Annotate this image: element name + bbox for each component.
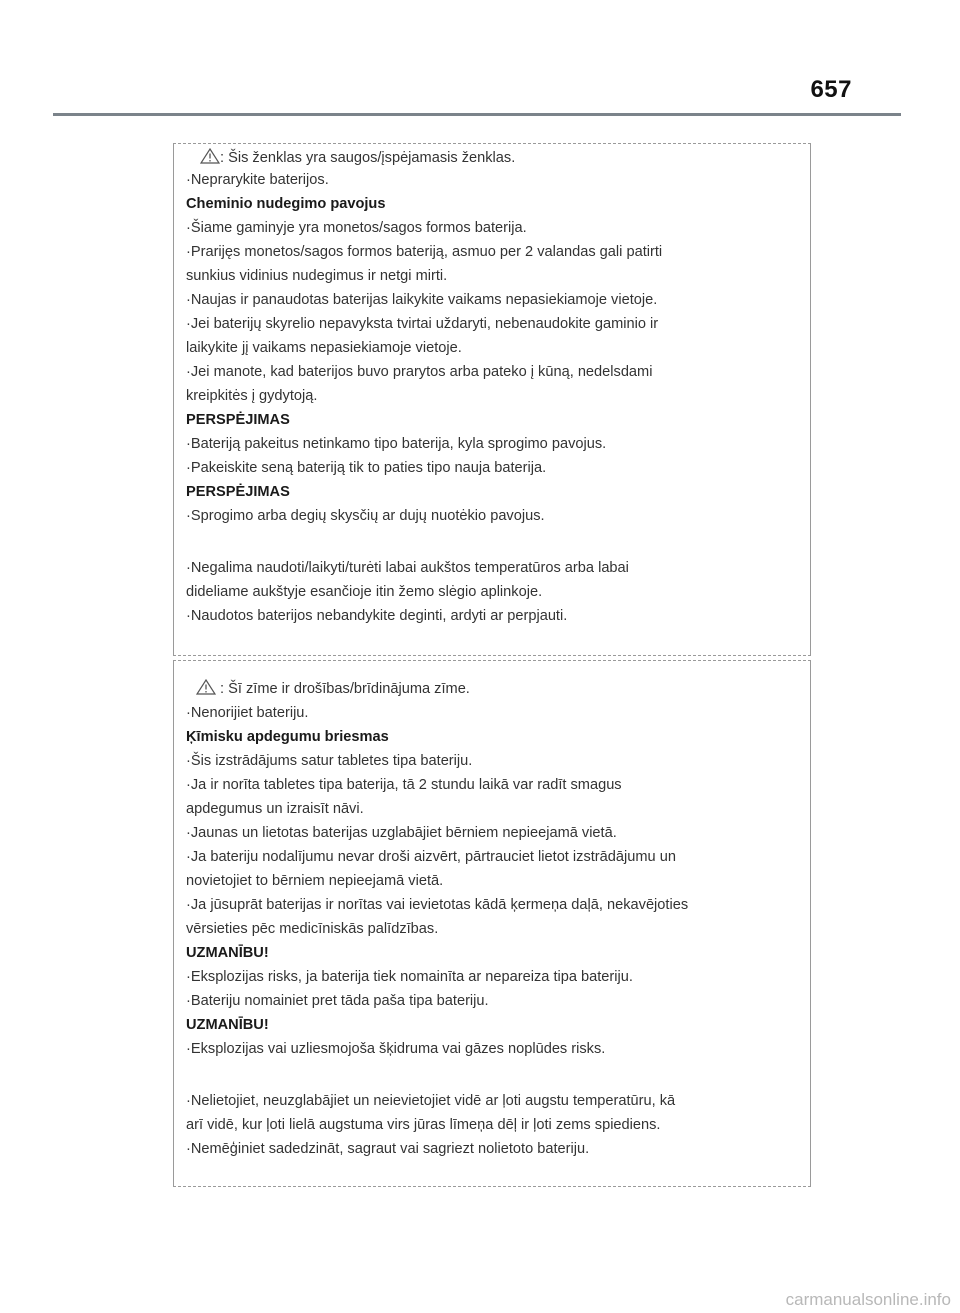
page-number: 657 — [810, 76, 852, 103]
text-line: ·Bateriju nomainiet pret tāda paša tipa bateriju. — [186, 993, 489, 1009]
section-heading: PERSPĖJIMAS — [186, 412, 290, 428]
text-line: apdegumus un izraisīt nāvi. — [186, 801, 364, 817]
warning-intro-line — [186, 679, 470, 697]
section-heading: UZMANĪBU! — [186, 1017, 269, 1033]
text-line: ·Ja ir norīta tabletes tipa baterija, tā 2 stundu laikā var radīt smagus — [186, 777, 622, 793]
text-line: ·Pakeiskite seną bateriją tik to paties tipo nauja baterija. — [186, 460, 547, 476]
text-line: ·Neprarykite baterijos. — [186, 172, 329, 188]
text-line: ·Nenorijiet bateriju. — [186, 705, 309, 721]
text-line: ·Eksplozijas vai uzliesmojoša šķidruma vai gāzes noplūdes risks. — [186, 1041, 606, 1057]
warning-intro-text: : Šis ženklas yra saugos/įspėjamasis ženklas. — [220, 150, 516, 166]
text-line: ·Ja jūsuprāt baterijas ir norītas vai ievietotas kādā ķermeņa daļā, nekavējoties — [186, 897, 689, 913]
text-line: novietojiet to bērniem nepieejamā vietā. — [186, 873, 444, 889]
text-line: sunkius vidinius nudegimus ir netgi mirti. — [186, 268, 448, 284]
text-line: arī vidē, kur ļoti lielā augstuma virs jūras līmeņa dēļ ir ļoti zems spiediens. — [186, 1117, 661, 1133]
warning-intro-line — [186, 148, 515, 166]
text-line: ·Bateriją pakeitus netinkamo tipo baterija, kyla sprogimo pavojus. — [186, 436, 607, 452]
warning-triangle-icon — [196, 679, 216, 695]
text-line: ·Nemēģiniet sadedzināt, sagraut vai sagriezt nolietoto bateriju. — [186, 1141, 590, 1157]
text-line: ·Sprogimo arba degių skysčių ar dujų nuotėkio pavojus. — [186, 508, 545, 524]
warning-box-lithuanian — [173, 143, 811, 656]
site-watermark: carmanualsonline.info — [785, 1290, 951, 1309]
warning-triangle-icon — [200, 148, 220, 164]
text-line: ·Naujas ir panaudotas baterijas laikykite vaikams nepasiekiamoje vietoje. — [186, 292, 658, 308]
text-line: ·Negalima naudoti/laikyti/turėti labai aukštos temperatūros arba labai — [186, 560, 629, 576]
text-line: ·Prarijęs monetos/sagos formos bateriją, asmuo per 2 valandas gali patirti — [186, 244, 663, 260]
text-line: ·Nelietojiet, neuzglabājiet un neievietojiet vidē ar ļoti augstu temperatūru, kā — [186, 1093, 676, 1109]
header-rule — [53, 113, 901, 116]
section-heading: PERSPĖJIMAS — [186, 484, 290, 500]
section-heading: Ķīmisku apdegumu briesmas — [186, 729, 389, 745]
text-line: ·Ja bateriju nodalījumu nevar droši aizvērt, pārtrauciet lietot izstrādājumu un — [186, 849, 676, 865]
text-line: kreipkitės į gydytoją. — [186, 388, 318, 404]
text-line: ·Jei manote, kad baterijos buvo prarytos arba pateko į kūną, nedelsdami — [186, 364, 653, 380]
text-line: ·Eksplozijas risks, ja baterija tiek nomainīta ar nepareiza tipa bateriju. — [186, 969, 633, 985]
text-line: dideliame aukštyje esančioje itin žemo slėgio aplinkoje. — [186, 584, 543, 600]
text-line: ·Jei baterijų skyrelio nepavyksta tvirtai uždaryti, nebenaudokite gaminio ir — [186, 316, 659, 332]
text-line: vērsieties pēc medicīniskās palīdzības. — [186, 921, 439, 937]
section-heading: UZMANĪBU! — [186, 945, 269, 961]
text-line: ·Šiame gaminyje yra monetos/sagos formos baterija. — [186, 220, 527, 236]
text-line: ·Šis izstrādājums satur tabletes tipa bateriju. — [186, 753, 473, 769]
warning-box-latvian — [173, 660, 811, 1187]
text-line: ·Jaunas un lietotas baterijas uzglabājiet bērniem nepieejamā vietā. — [186, 825, 617, 841]
warning-intro-text: : Šī zīme ir drošības/brīdinājuma zīme. — [216, 681, 470, 697]
section-heading: Cheminio nudegimo pavojus — [186, 196, 386, 212]
text-line: laikykite jį vaikams nepasiekiamoje vietoje. — [186, 340, 462, 356]
text-line: ·Naudotos baterijos nebandykite deginti, ardyti ar perpjauti. — [186, 608, 568, 624]
